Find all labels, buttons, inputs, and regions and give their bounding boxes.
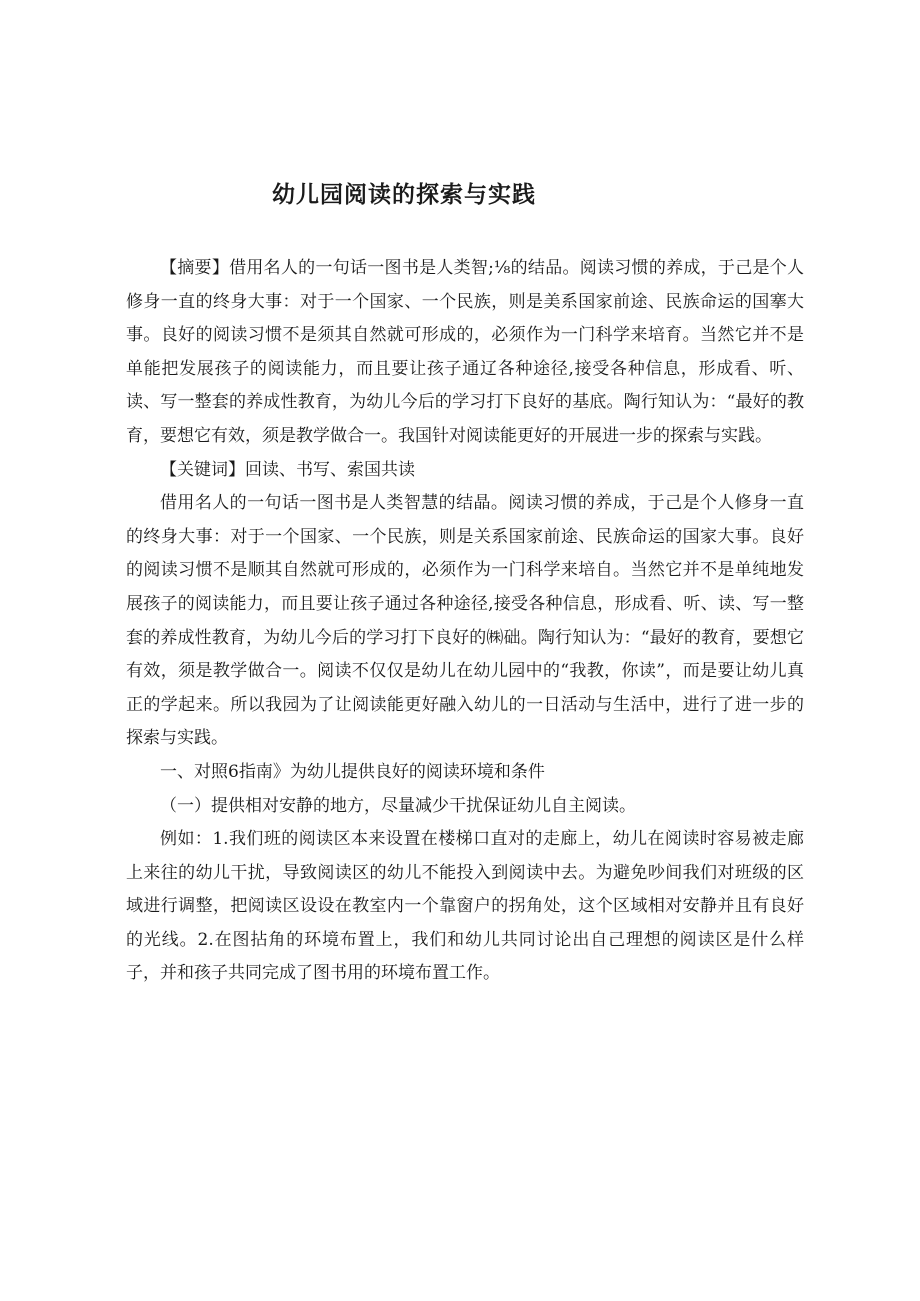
intro-paragraph: 借用名人的一句话一图书是人类智慧的结晶。阅读习惯的养成，于己是个人修身一直的终身大事：对于一个国家、一个民族，则是关系国家前途、民族命运的国家大事。良好的阅读习惯不是顺其自然就可形成的，必须作为一门科学来培自。当然它并不是单纯地发展孩子的阅读能力，而且要让孩子通过各种途径,接受各种信息，形成看、听、读、写一整套的养成性教育，为幼儿今后的学习打下良好的㈱础。陶行知认为：“最好的教育，要想它有效，须是教学做合一。阅读不仅仅是幼儿在幼儿园中的“我教，你读”，而是要让幼儿真正的学起来。所以我园为了让阅读能更好融入幼儿的一日活动与生活中，进行了进一步的探索与实践。: [126, 493, 804, 749]
abstract-label: 【摘要】: [160, 258, 230, 278]
abstract-paragraph: [126, 252, 804, 454]
keywords-paragraph: [126, 454, 804, 488]
document-body: [126, 252, 804, 991]
example-paragraph: 例如：1.我们班的阅读区本来设置在楼梯口直对的走廊上，幼儿在阅读时容易被走廊上来往的幼儿干扰，导致阅读区的幼儿不能投入到阅读中去。为避免吵间我们对班级的区域进行调整，把阅读区设设在教室内一个靠窗户的拐角处，这个区域相对安静并且有良好的光线。2.在图拈角的环境布置上，我们和幼儿共同讨论出自己理想的阅读区是什么样子，并和孩子共同完成了图书用的环境布置工作。: [126, 829, 804, 984]
abstract-text: 借用名人的一句话一图书是人类智;⅛的结品。阅读习惯的养成，于己是个人修身一直的终身大事：对于一个国家、一个民族，则是美系国家前途、民族命运的国搴大事。良好的阅读习惯不是须其自然就可形成的，必须作为一门科学来培育。当然它并不是单能把发展孩子的阅读能力，而且要让孩子通辽各种途径,接受各种信息，形成看、听、读、写一整套的养成性教育，为幼儿今后的学习打下良好的基底。陶行知认为：“最好的教育，要想它有效，须是教学做合一。我国针对阅读能更好的开展进一步的探索与实践。: [126, 258, 805, 446]
document-title: 幼儿园阅读的探索与实践: [272, 182, 536, 208]
keywords-text: 回读、书写、索国共读: [245, 459, 415, 480]
keywords-label: 【关键词】: [160, 459, 245, 480]
subsection-heading-1: （一）提供相对安静的地方，尽量减少干扰保证幼儿自主阅读。: [160, 795, 636, 816]
section-heading-1: 一、对照6指南》为幼儿提供良好的阅读环境和条件: [160, 761, 545, 782]
